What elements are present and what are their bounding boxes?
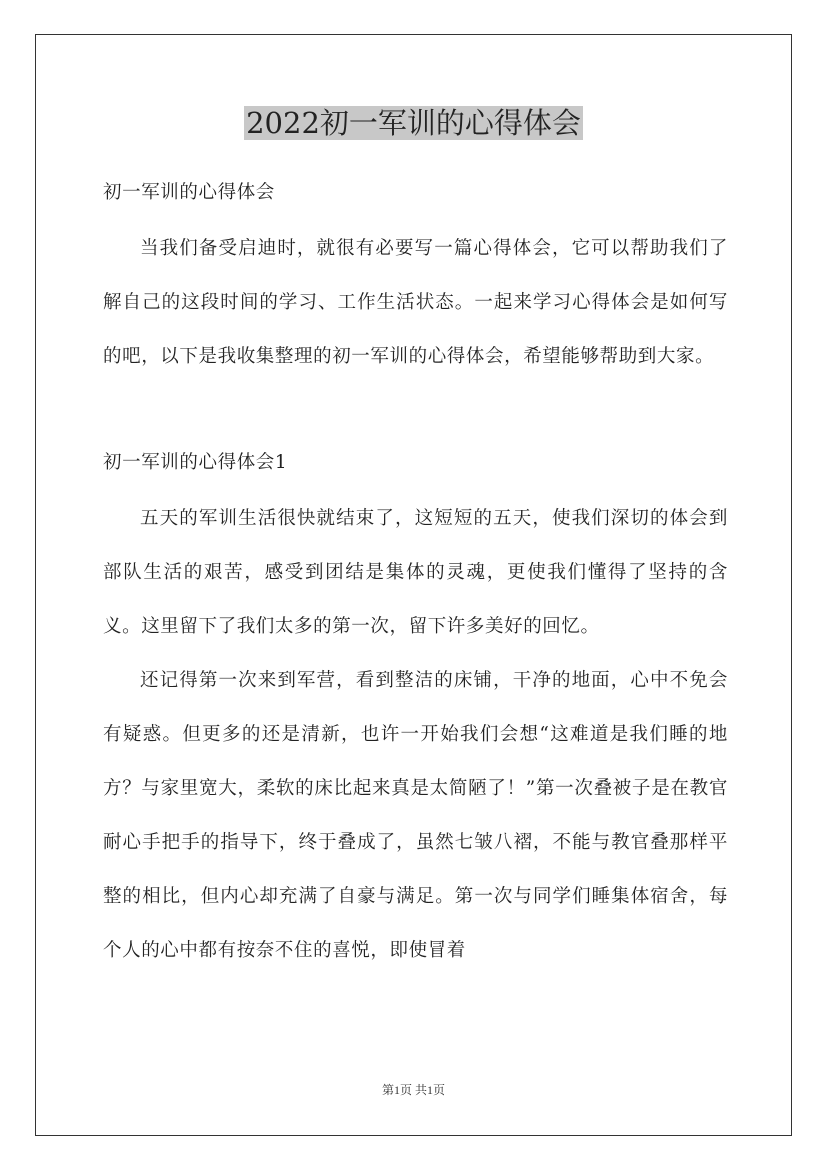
section-1-paragraph-2: 还记得第一次来到军营，看到整洁的床铺，干净的地面，心中不免会有疑惑。但更多的还是清新，也许一开始我们会想“这难道是我们睡的地方？与家里宽大，柔软的床比起来真是太简陋了！”第一次叠被子是在教官耐心手把手的指导下，终于叠成了，虽然七皱八褶，不能与教官叠那样平整的相比，但内心却充满了自豪与满足。第一次与同学们睡集体宿舍，每个人的心中都有按奈不住的喜悦，即使冒着 [103,670,728,961]
section-1-paragraph-1: 五天的军训生活很快就结束了，这短短的五天，使我们深切的体会到部队生活的艰苦，感受到团结是集体的灵魂，更使我们懂得了坚持的含义。这里留下了我们太多的第一次，留下许多美好的回忆。 [103,508,728,637]
document-title [0,104,827,142]
section-heading-intro: 初一军训的心得体会 [103,182,275,203]
section-heading-1: 初一军训的心得体会1 [103,452,288,473]
document-body [103,172,728,978]
document-title-text: 2022初一军训的心得体会 [246,106,581,140]
intro-paragraph: 当我们备受启迪时，就很有必要写一篇心得体会，它可以帮助我们了解自己的这段时间的学习、工作生活状态。一起来学习心得体会是如何写的吧，以下是我收集整理的初一军训的心得体会，希望能够帮助到大家。 [103,238,728,367]
page-footer: 第1页 共1页 [381,1083,445,1097]
